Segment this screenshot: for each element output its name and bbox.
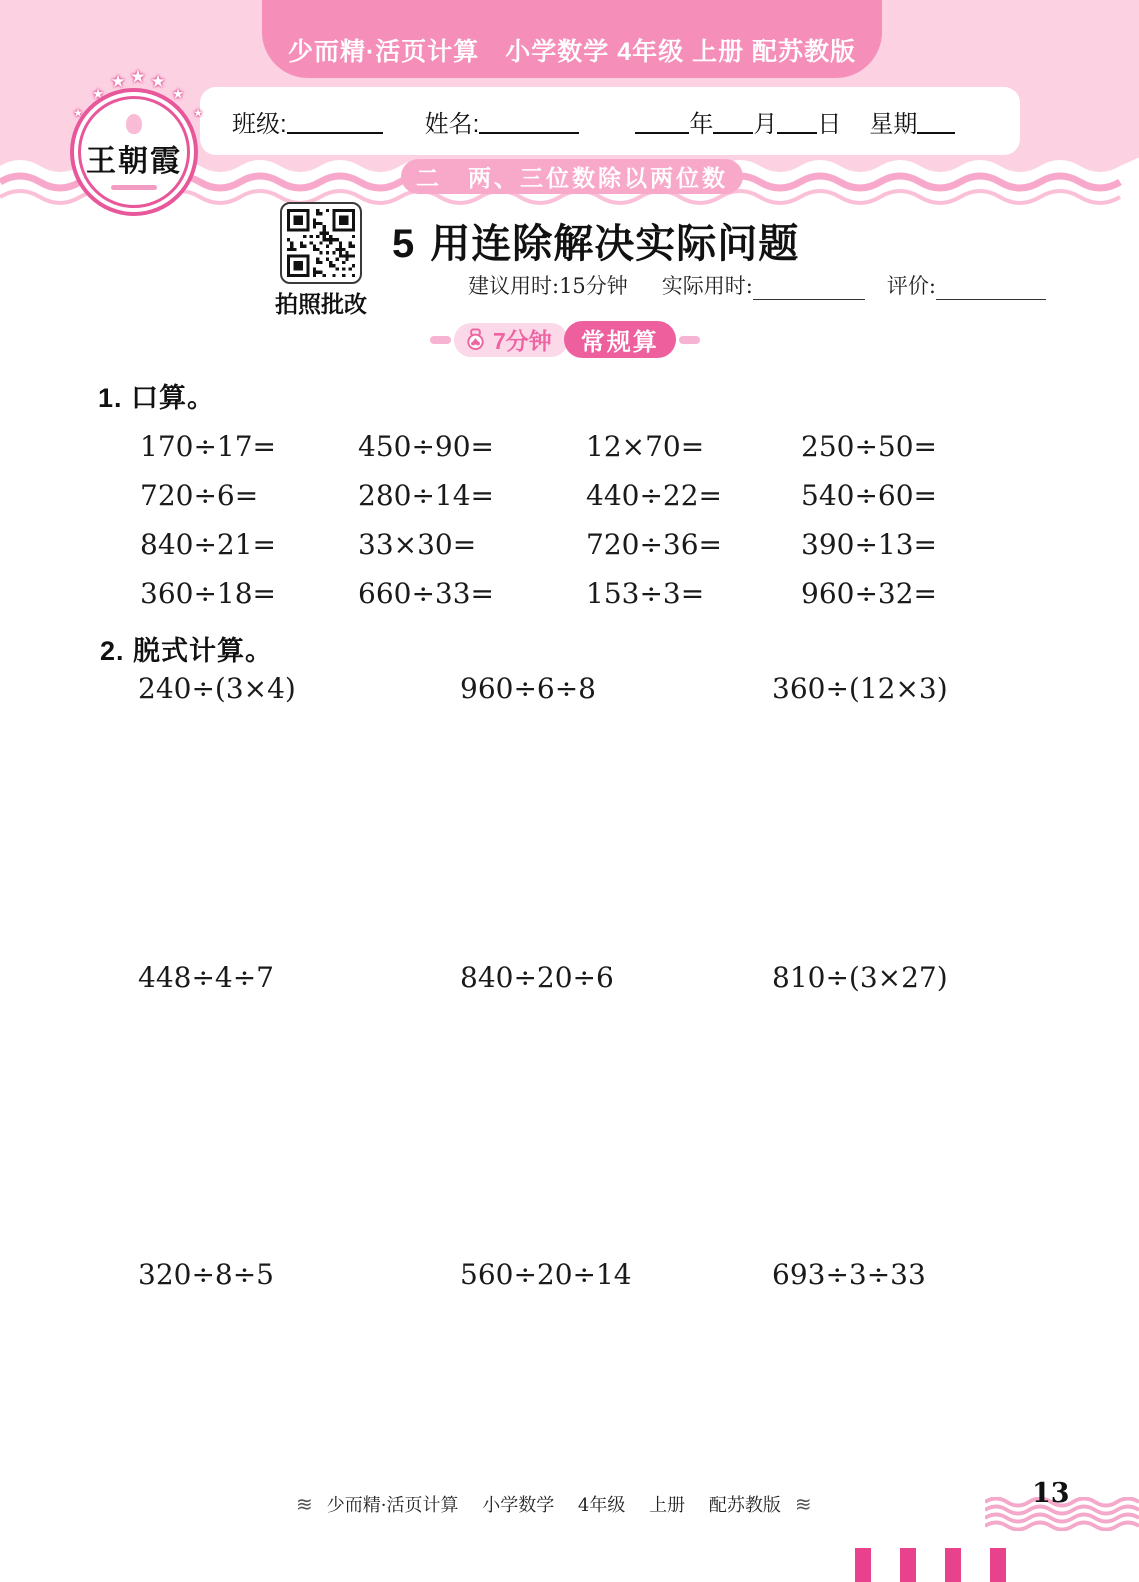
page-number: 13 xyxy=(1032,1478,1070,1509)
stepwise-problem: 560÷20÷14 xyxy=(460,1258,632,1291)
logo-emblem xyxy=(126,114,142,134)
evaluation-label: 评价: xyxy=(886,274,936,298)
qr-caption: 拍照批改 xyxy=(275,291,367,317)
stepwise-row xyxy=(138,672,1088,705)
qr-code xyxy=(280,202,362,284)
corner-bar xyxy=(900,1548,916,1582)
logo-circle xyxy=(78,96,190,208)
oral-problem: 360÷18= xyxy=(140,577,276,610)
lesson-title-text: 用连除解决实际问题 xyxy=(430,222,800,266)
oral-problem: 840÷21= xyxy=(140,528,276,561)
star-icon: ★ xyxy=(73,107,83,120)
oral-problem: 720÷36= xyxy=(586,528,722,561)
medal-icon xyxy=(464,328,487,351)
oral-problem: 960÷32= xyxy=(801,577,937,610)
time-badge xyxy=(430,321,700,358)
oral-problem: 450÷90= xyxy=(358,430,494,463)
oral-problem: 12×70= xyxy=(586,430,705,463)
publisher-logo xyxy=(72,58,232,233)
actual-time-label: 实际用时: xyxy=(661,274,753,298)
section-2-heading: 2. 脱式计算。 xyxy=(100,636,274,666)
category-pill xyxy=(564,321,676,358)
stepwise-row xyxy=(138,961,1088,994)
stepwise-problem: 693÷3÷33 xyxy=(772,1258,926,1291)
day-blank xyxy=(777,108,817,134)
oral-problems-grid xyxy=(140,422,1080,618)
page-corner-bars xyxy=(855,1548,1006,1582)
oral-problem: 440÷22= xyxy=(586,479,722,512)
actual-time-blank xyxy=(753,276,865,300)
month-label: 月 xyxy=(753,110,778,138)
week-blank xyxy=(917,108,955,134)
oral-problem: 720÷6= xyxy=(140,479,259,512)
corner-bar xyxy=(945,1548,961,1582)
student-info-box xyxy=(200,87,1020,155)
day-label: 日 xyxy=(817,110,842,138)
stepwise-problem: 810÷(3×27) xyxy=(772,961,948,994)
stepwise-row xyxy=(138,1258,1088,1291)
oral-problem: 280÷14= xyxy=(358,479,494,512)
timing-line xyxy=(468,270,1046,300)
name-label: 姓名: xyxy=(424,110,480,138)
star-icon: ★ xyxy=(110,72,126,91)
lesson-number: 5 xyxy=(392,222,415,266)
oral-problem: 660÷33= xyxy=(358,577,494,610)
logo-text: 王朝霞 xyxy=(86,144,182,179)
brand-banner-text: 少而精·活页计算 小学数学 4年级 上册 配苏教版 xyxy=(287,38,857,66)
wave-icon: ≋ xyxy=(296,1492,313,1516)
oral-problem: 153÷3= xyxy=(586,577,705,610)
oral-problem: 170÷17= xyxy=(140,430,276,463)
footer-text: 少而精·活页计算 小学数学 4年级 上册 配苏教版 xyxy=(326,1495,781,1516)
oral-problem: 390÷13= xyxy=(801,528,937,561)
month-blank xyxy=(713,108,753,134)
name-blank xyxy=(479,108,579,134)
class-blank xyxy=(287,108,383,134)
lesson-title xyxy=(392,212,799,269)
badge-right-dash xyxy=(679,336,700,344)
footer-line xyxy=(296,1491,812,1517)
star-icon: ★ xyxy=(193,107,203,120)
star-icon: ★ xyxy=(91,85,105,102)
oral-problem: 33×30= xyxy=(358,528,477,561)
time-pill xyxy=(454,323,568,357)
year-blank xyxy=(635,108,689,134)
stepwise-problem: 240÷(3×4) xyxy=(138,672,296,705)
logo-subtext-decoration xyxy=(111,185,157,190)
stepwise-problem: 960÷6÷8 xyxy=(460,672,596,705)
oral-problem: 540÷60= xyxy=(801,479,937,512)
stepwise-problem: 840÷20÷6 xyxy=(460,961,614,994)
brand-banner xyxy=(262,0,882,78)
star-icon: ★ xyxy=(150,72,166,91)
year-label: 年 xyxy=(689,110,714,138)
week-label: 星期 xyxy=(869,110,918,138)
unit-banner-text: 二 两、三位数除以两位数 xyxy=(416,165,728,191)
class-label: 班级: xyxy=(232,110,287,138)
section-1-heading: 1. 口算。 xyxy=(98,383,216,413)
corner-bar xyxy=(855,1548,871,1582)
stepwise-problem: 320÷8÷5 xyxy=(138,1258,274,1291)
star-icon: ★ xyxy=(129,66,147,87)
stepwise-problem: 448÷4÷7 xyxy=(138,961,274,994)
star-icon: ★ xyxy=(171,85,185,102)
suggested-time-label: 建议用时:15分钟 xyxy=(468,274,628,298)
oral-problem: 250÷50= xyxy=(801,430,937,463)
stepwise-problem: 360÷(12×3) xyxy=(772,672,948,705)
unit-banner xyxy=(401,159,743,194)
time-pill-label: 7分钟 xyxy=(493,328,552,354)
corner-bar xyxy=(990,1548,1006,1582)
category-pill-label: 常规算 xyxy=(580,329,659,356)
wave-icon: ≋ xyxy=(794,1492,812,1516)
evaluation-blank xyxy=(936,276,1046,300)
badge-left-dash xyxy=(430,336,451,344)
